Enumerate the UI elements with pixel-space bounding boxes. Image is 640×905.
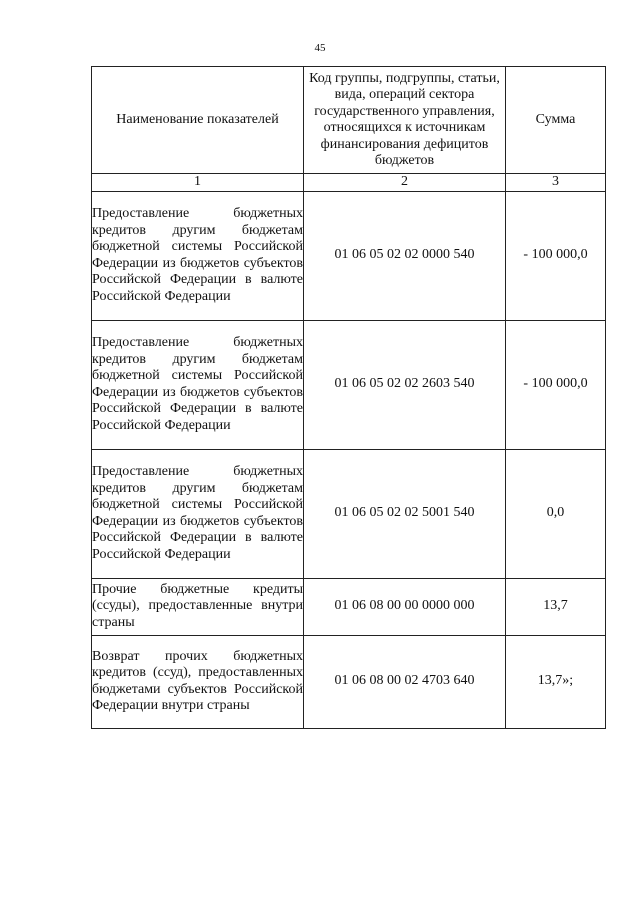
- row-name: Предоставление бюджетных кредитов другим бюджетам бюджетной системы Российской Федерации из бюджетов субъектов Российской Федерации в валюте Российской Федерации: [92, 449, 304, 578]
- row-sum: - 100 000,0: [506, 191, 606, 320]
- budget-sources-table: [91, 66, 606, 729]
- row-code: 01 06 05 02 02 0000 540: [304, 191, 506, 320]
- page-number: 45: [314, 42, 326, 54]
- table-header-row: [92, 67, 606, 174]
- row-code: 01 06 05 02 02 2603 540: [304, 320, 506, 449]
- row-name: Предоставление бюджетных кредитов другим бюджетам бюджетной системы Российской Федерации из бюджетов субъектов Российской Федерации в валюте Российской Федерации: [92, 320, 304, 449]
- table-row: [92, 578, 606, 635]
- header-code: Код группы, подгруппы, статьи, вида, операций сектора государственного управления, относящихся к источникам финансирования дефицитов бюджетов: [304, 67, 506, 174]
- header-name: Наименование показателей: [92, 67, 304, 174]
- column-number: 3: [506, 174, 606, 192]
- row-name: Прочие бюджетные кредиты (ссуды), предоставленные внутри страны: [92, 578, 304, 635]
- row-sum: - 100 000,0: [506, 320, 606, 449]
- row-code: 01 06 08 00 02 4703 640: [304, 635, 506, 728]
- column-number: 1: [92, 174, 304, 192]
- header-sum: Сумма: [506, 67, 606, 174]
- table-row: [92, 320, 606, 449]
- table-row: [92, 449, 606, 578]
- row-name: Возврат прочих бюджетных кредитов (ссуд), предоставленных бюджетами субъектов Российской Федерации внутри страны: [92, 635, 304, 728]
- row-sum: 13,7: [506, 578, 606, 635]
- column-number-row: [92, 174, 606, 192]
- row-sum: 13,7»;: [506, 635, 606, 728]
- row-name: Предоставление бюджетных кредитов другим бюджетам бюджетной системы Российской Федерации из бюджетов субъектов Российской Федерации в валюте Российской Федерации: [92, 191, 304, 320]
- table-row: [92, 191, 606, 320]
- row-code: 01 06 05 02 02 5001 540: [304, 449, 506, 578]
- row-sum: 0,0: [506, 449, 606, 578]
- row-code: 01 06 08 00 00 0000 000: [304, 578, 506, 635]
- column-number: 2: [304, 174, 506, 192]
- table-row: [92, 635, 606, 728]
